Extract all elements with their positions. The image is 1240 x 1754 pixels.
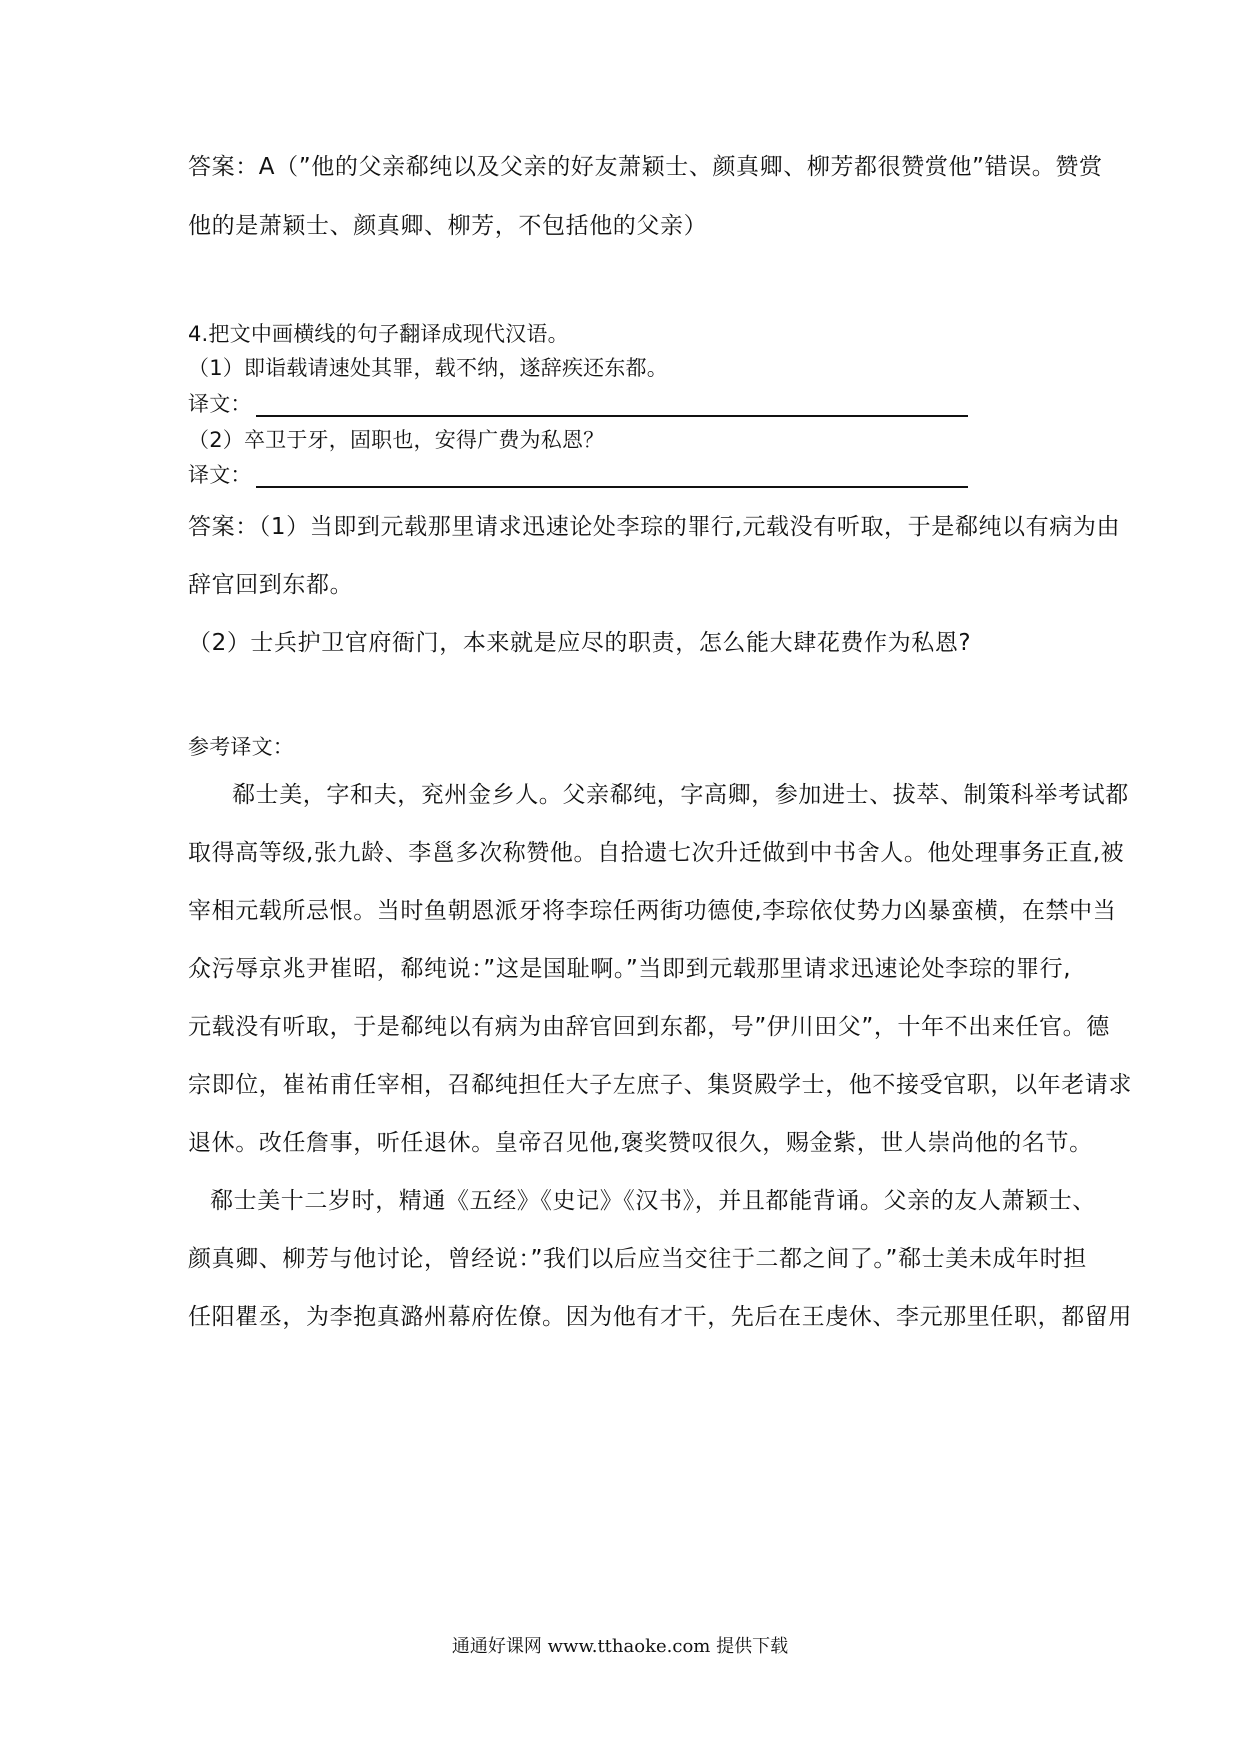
translation-line-1 [188,388,968,418]
reference-paragraph-line: 郗士美十二岁时，精通《五经》《史记》《汉书》，并且都能背诵。父亲的友人萧颖士、 [210,1188,1096,1214]
reference-paragraph-line: 任阳瞿丞，为李抱真潞州幕府佐僚。因为他有才干，先后在王虔休、李元那里任职，都留用 [188,1304,1132,1330]
answer4-line3: （2）士兵护卫官府衙门，本来就是应尽的职责，怎么能大肆花费作为私恩? [188,630,972,656]
reference-paragraph-line: 元载没有听取，于是郗纯以有病为由辞官回到东都，号”伊川田父”，十年不出来任官。德 [188,1014,1110,1040]
reference-paragraph-line: 取得高等级,张九龄、李邕多次称赞他。自拾遗七次升迁做到中书舍人。他处理事务正直,被 [188,840,1125,866]
reference-paragraph-line: 郗士美，字和夫，兖州金乡人。父亲郗纯，字高卿，参加进士、拔萃、制策科举考试都 [232,782,1129,808]
answer3-line2: 他的是萧颖士、颜真卿、柳芳，不包括他的父亲） [188,213,708,239]
answer4-line2: 辞官回到东都。 [188,572,354,598]
reference-paragraph-line: 宰相元载所忌恨。当时鱼朝恩派牙将李琮任两街功德使,李琮依仗势力凶暴蛮横，在禁中当 [188,898,1117,924]
translation-line-2 [188,459,968,489]
answer4-line1: 答案：（1）当即到元载那里请求迅速论处李琮的罪行,元载没有听取，于是郗纯以有病为由 [188,514,1121,540]
reference-paragraph-line: 宗即位，崔祐甫任宰相，召郗纯担任大子左庶子、集贤殿学士，他不接受官职，以年老请求 [188,1072,1132,1098]
question4-title: 4.把文中画横线的句子翻译成现代汉语。 [188,322,569,346]
question4-sentence2: （2）卒卫于牙，固职也，安得广费为私恩？ [188,428,605,452]
reference-paragraph-line: 众污辱京兆尹崔昭，郗纯说：”这是国耻啊。”当即到元载那里请求迅速论处李琮的罪行, [188,956,1072,982]
translation-label: 译文： [188,463,252,487]
reference-paragraph-line: 颜真卿、柳芳与他讨论，曾经说：”我们以后应当交往于二都之间了。”郗士美未成年时担 [188,1246,1087,1272]
question4-sentence1: （1）即诣载请速处其罪，载不纳，遂辞疾还东都。 [188,356,668,380]
translation-label: 译文： [188,392,252,416]
answer3-line1: 答案：A（”他的父亲郗纯以及父亲的好友萧颖士、颜真卿、柳芳都很赞赏他”错误。赞赏 [188,154,1103,180]
answer-blank-1 [256,415,968,417]
page-footer: 通通好课网 www.tthaoke.com 提供下载 [451,1636,789,1657]
reference-heading: 参考译文： [188,735,294,759]
reference-paragraph-line: 退休。改任詹事，听任退休。皇帝召见他,褒奖赞叹很久，赐金紫，世人崇尚他的名节。 [188,1130,1093,1156]
answer-blank-2 [256,486,968,488]
